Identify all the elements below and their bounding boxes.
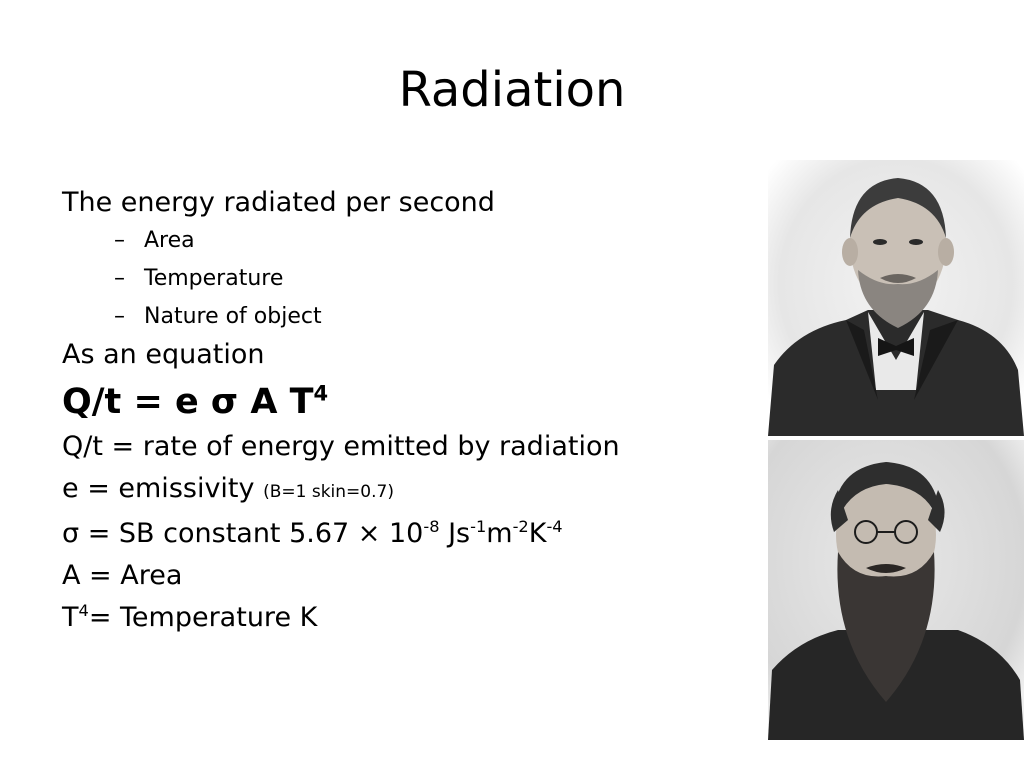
rate-definition: Q/t = rate of energy emitted by radiation	[62, 431, 620, 462]
bullet-area	[62, 222, 752, 260]
sigma-d: K	[528, 518, 547, 549]
sigma-exp3: -2	[512, 517, 529, 536]
bullet-label: Nature of object	[144, 304, 322, 329]
temperature-definition	[62, 597, 752, 639]
bullet-temperature	[62, 260, 752, 298]
sigma-a: σ = SB constant 5.67 × 10	[62, 518, 424, 549]
portrait-photo-top	[768, 160, 1024, 436]
emissivity-text: e = emissivity	[62, 473, 264, 504]
bullet-nature	[62, 298, 752, 336]
area-definition: A = Area	[62, 560, 183, 591]
temp-exp: 4	[78, 601, 89, 620]
intro-text: The energy radiated per second	[62, 187, 495, 218]
portrait-photo	[768, 440, 1024, 740]
temp-b: = Temperature K	[88, 602, 318, 633]
sigma-c: m	[486, 518, 513, 549]
equation-main: Q/t = e σ A T	[62, 382, 314, 422]
slide-body	[62, 184, 752, 639]
equation-exponent: 4	[313, 381, 329, 406]
emissivity-definition	[62, 468, 752, 513]
as-equation-text: As an equation	[62, 339, 265, 370]
temp-a: T	[62, 602, 79, 633]
equation	[62, 378, 752, 426]
dash-bullet: –	[114, 266, 125, 291]
slide-title: Radiation	[398, 62, 626, 118]
emissivity-note: (B=1 skin=0.7)	[263, 482, 394, 502]
dash-bullet: –	[114, 304, 125, 329]
sigma-exp2: -1	[470, 517, 487, 536]
dash-bullet: –	[114, 228, 125, 253]
bullet-label: Temperature	[144, 266, 284, 291]
bullet-label: Area	[144, 228, 195, 253]
sigma-b: Js	[439, 518, 471, 549]
sigma-definition	[62, 513, 752, 555]
sigma-exp4: -4	[546, 517, 563, 536]
portrait-photo-bottom	[768, 440, 1024, 740]
portrait-photo	[768, 160, 1024, 436]
sigma-exp1: -8	[423, 517, 440, 536]
